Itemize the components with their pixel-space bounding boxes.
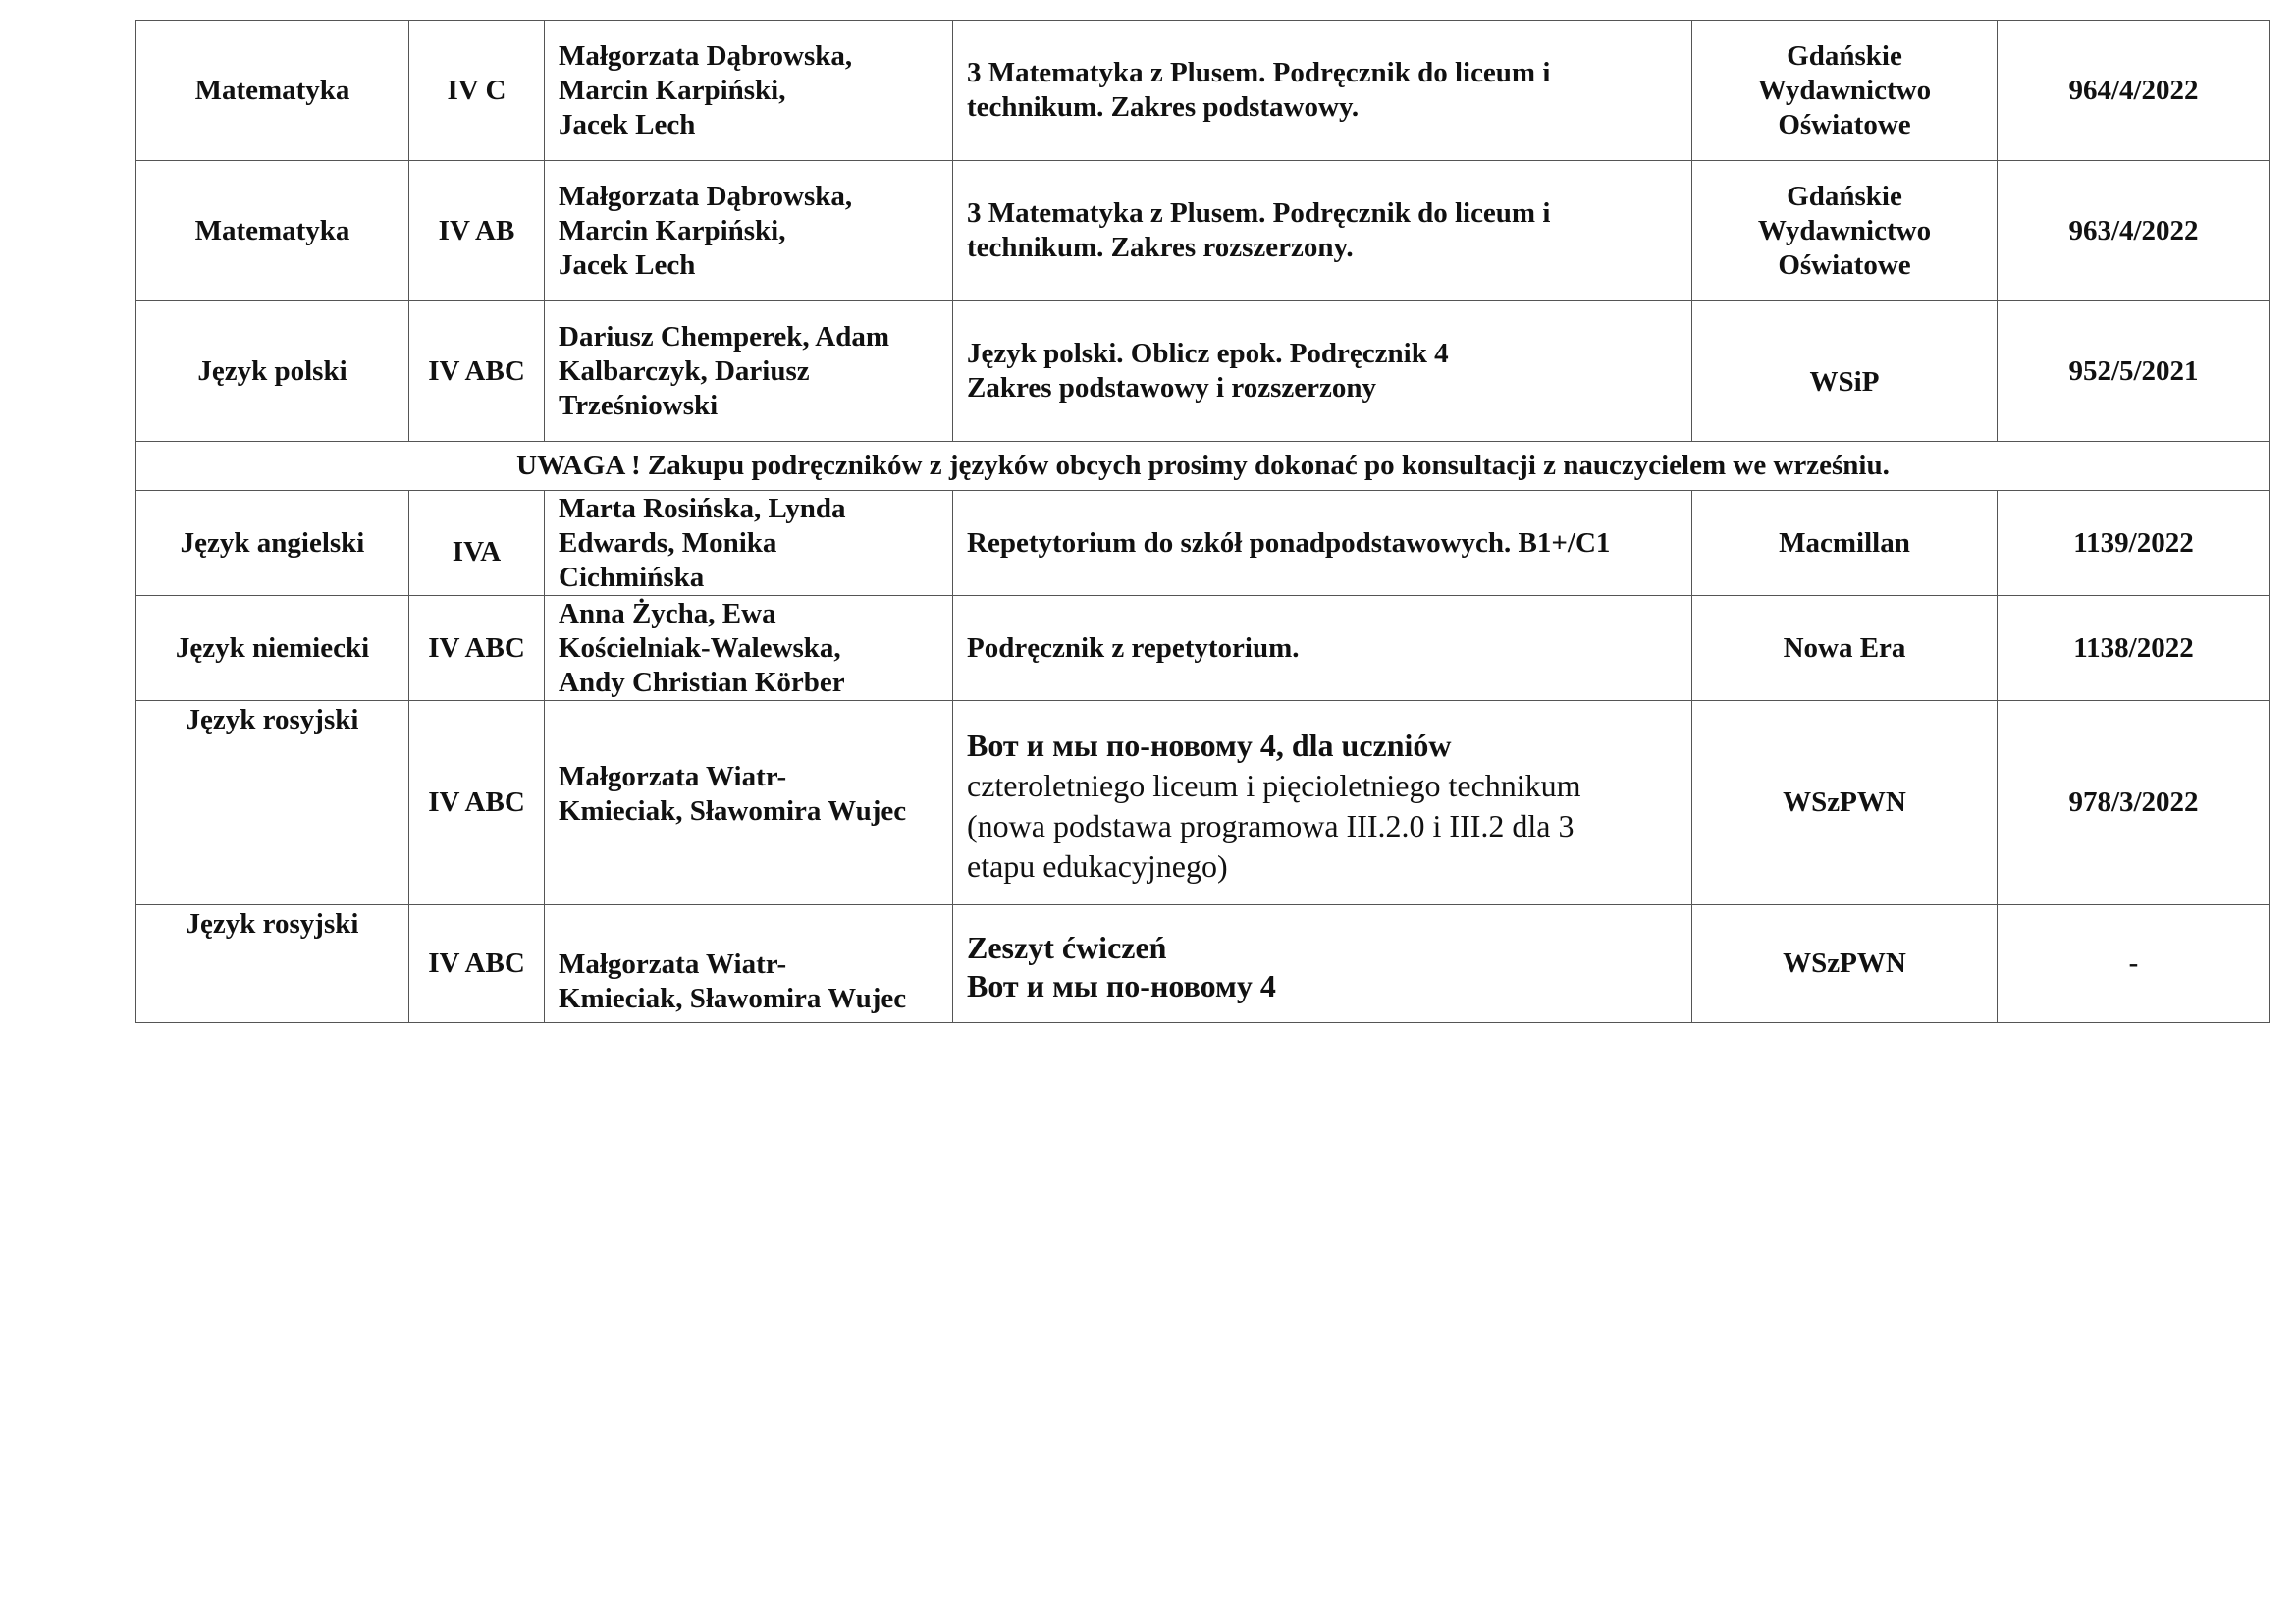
author-line: Andy Christian Körber bbox=[559, 666, 845, 698]
title-cell bbox=[953, 491, 1692, 596]
table-row bbox=[136, 491, 2270, 596]
approval-number-cell: 963/4/2022 bbox=[1998, 161, 2270, 301]
approval-number-cell: 1138/2022 bbox=[1998, 596, 2270, 701]
authors-cell bbox=[545, 701, 953, 905]
title-cell bbox=[953, 21, 1692, 161]
author-line: Kościelniak-Walewska, bbox=[559, 631, 841, 664]
publisher-line: Wydawnictwo bbox=[1757, 214, 1932, 246]
publisher-cell bbox=[1692, 491, 1998, 596]
publisher-cell bbox=[1692, 301, 1998, 442]
title-line: czteroletniego liceum i pięcioletniego technikum bbox=[967, 767, 1581, 803]
subject-cell: Matematyka bbox=[136, 21, 409, 161]
language-notice: UWAGA ! Zakupu podręczników z języków obcych prosimy dokonać po konsultacji z nauczycielem we wrześniu. bbox=[136, 442, 2270, 491]
subject-cell: Język polski bbox=[136, 301, 409, 442]
authors-cell bbox=[545, 905, 953, 1023]
title-line: (nowa podstawa programowa III.2.0 i III.2 dla 3 bbox=[967, 807, 1575, 843]
title-line: Вот и мы по-новому 4 bbox=[967, 967, 1276, 1003]
author-line: Jacek Lech bbox=[559, 248, 696, 281]
publisher-line: WSiP bbox=[1809, 365, 1880, 398]
author-line: Marta Rosińska, Lynda bbox=[559, 492, 846, 524]
title-cell bbox=[953, 161, 1692, 301]
class-cell: IV ABC bbox=[409, 701, 545, 905]
title-line: Zeszyt ćwiczeń bbox=[967, 929, 1167, 965]
publisher-cell bbox=[1692, 905, 1998, 1023]
authors-cell bbox=[545, 491, 953, 596]
title-line: technikum. Zakres podstawowy. bbox=[967, 91, 1360, 123]
class-cell: IVA bbox=[409, 491, 545, 596]
class-cell: IV ABC bbox=[409, 905, 545, 1023]
approval-number-cell: - bbox=[1998, 905, 2270, 1023]
author-line: Kalbarczyk, Dariusz bbox=[559, 354, 810, 387]
title-cell bbox=[953, 701, 1692, 905]
author-line: Trześniowski bbox=[559, 389, 719, 421]
authors-cell bbox=[545, 161, 953, 301]
publisher-line: Nowa Era bbox=[1783, 631, 1906, 664]
table-row bbox=[136, 301, 2270, 442]
table-row bbox=[136, 701, 2270, 905]
title-line: Zakres podstawowy i rozszerzony bbox=[967, 372, 1376, 404]
author-line: Kmieciak, Sławomira Wujec bbox=[559, 982, 907, 1014]
textbook-table bbox=[135, 20, 2270, 1023]
author-line: Małgorzata Dąbrowska, bbox=[559, 39, 853, 72]
class-cell: IV C bbox=[409, 21, 545, 161]
authors-cell bbox=[545, 301, 953, 442]
title-line: etapu edukacyjnego) bbox=[967, 847, 1228, 884]
author-line: Anna Życha, Ewa bbox=[559, 597, 776, 629]
subject-cell: Język rosyjski bbox=[136, 701, 409, 905]
title-line: technikum. Zakres rozszerzony. bbox=[967, 232, 1354, 263]
title-line: Repetytorium do szkół ponadpodstawowych. B1+/C1 bbox=[967, 526, 1611, 559]
publisher-line: Oświatowe bbox=[1778, 248, 1911, 281]
publisher-cell bbox=[1692, 596, 1998, 701]
author-line: Małgorzata Dąbrowska, bbox=[559, 180, 853, 212]
author-line: Dariusz Chemperek, Adam bbox=[559, 320, 889, 352]
title-cell bbox=[953, 301, 1692, 442]
publisher-cell bbox=[1692, 701, 1998, 905]
title-line: 3 Matematyka z Plusem. Podręcznik do liceum i bbox=[967, 57, 1551, 88]
publisher-line: Wydawnictwo bbox=[1757, 74, 1932, 106]
table-row bbox=[136, 161, 2270, 301]
publisher-line: Gdańskie bbox=[1787, 39, 1902, 72]
title-line: Podręcznik z repetytorium. bbox=[967, 631, 1300, 664]
author-line: Kmieciak, Sławomira Wujec bbox=[559, 794, 907, 827]
publisher-line: WSzPWN bbox=[1783, 786, 1906, 818]
approval-number-cell: 964/4/2022 bbox=[1998, 21, 2270, 161]
author-line: Jacek Lech bbox=[559, 108, 696, 140]
title-cell bbox=[953, 905, 1692, 1023]
publisher-cell bbox=[1692, 161, 1998, 301]
authors-cell bbox=[545, 21, 953, 161]
author-line: Małgorzata Wiatr- bbox=[559, 760, 787, 792]
author-line: Małgorzata Wiatr- bbox=[559, 947, 787, 980]
title-line: Język polski. Oblicz epok. Podręcznik 4 bbox=[967, 338, 1449, 369]
publisher-line: Oświatowe bbox=[1778, 108, 1911, 140]
author-line: Marcin Karpiński, bbox=[559, 214, 786, 246]
table-row bbox=[136, 596, 2270, 701]
table-row bbox=[136, 905, 2270, 1023]
publisher-line: Gdańskie bbox=[1787, 180, 1902, 212]
publisher-line: Macmillan bbox=[1779, 526, 1910, 559]
table-row bbox=[136, 21, 2270, 161]
author-line: Cichmińska bbox=[559, 561, 705, 593]
title-line: Вот и мы по-новому 4, dla uczniów bbox=[967, 727, 1452, 763]
approval-number-cell: 952/5/2021 bbox=[1998, 301, 2270, 442]
approval-number-cell: 1139/2022 bbox=[1998, 491, 2270, 596]
approval-number-cell: 978/3/2022 bbox=[1998, 701, 2270, 905]
subject-cell: Język niemiecki bbox=[136, 596, 409, 701]
title-line: 3 Matematyka z Plusem. Podręcznik do liceum i bbox=[967, 197, 1551, 229]
subject-cell: Język rosyjski bbox=[136, 905, 409, 1023]
notice-row bbox=[136, 442, 2270, 491]
publisher-cell bbox=[1692, 21, 1998, 161]
author-line: Edwards, Monika bbox=[559, 526, 777, 559]
class-cell: IV AB bbox=[409, 161, 545, 301]
subject-cell: Język angielski bbox=[136, 491, 409, 596]
authors-cell bbox=[545, 596, 953, 701]
class-cell: IV ABC bbox=[409, 301, 545, 442]
publisher-line: WSzPWN bbox=[1783, 947, 1906, 979]
subject-cell: Matematyka bbox=[136, 161, 409, 301]
title-cell bbox=[953, 596, 1692, 701]
author-line: Marcin Karpiński, bbox=[559, 74, 786, 106]
class-cell: IV ABC bbox=[409, 596, 545, 701]
